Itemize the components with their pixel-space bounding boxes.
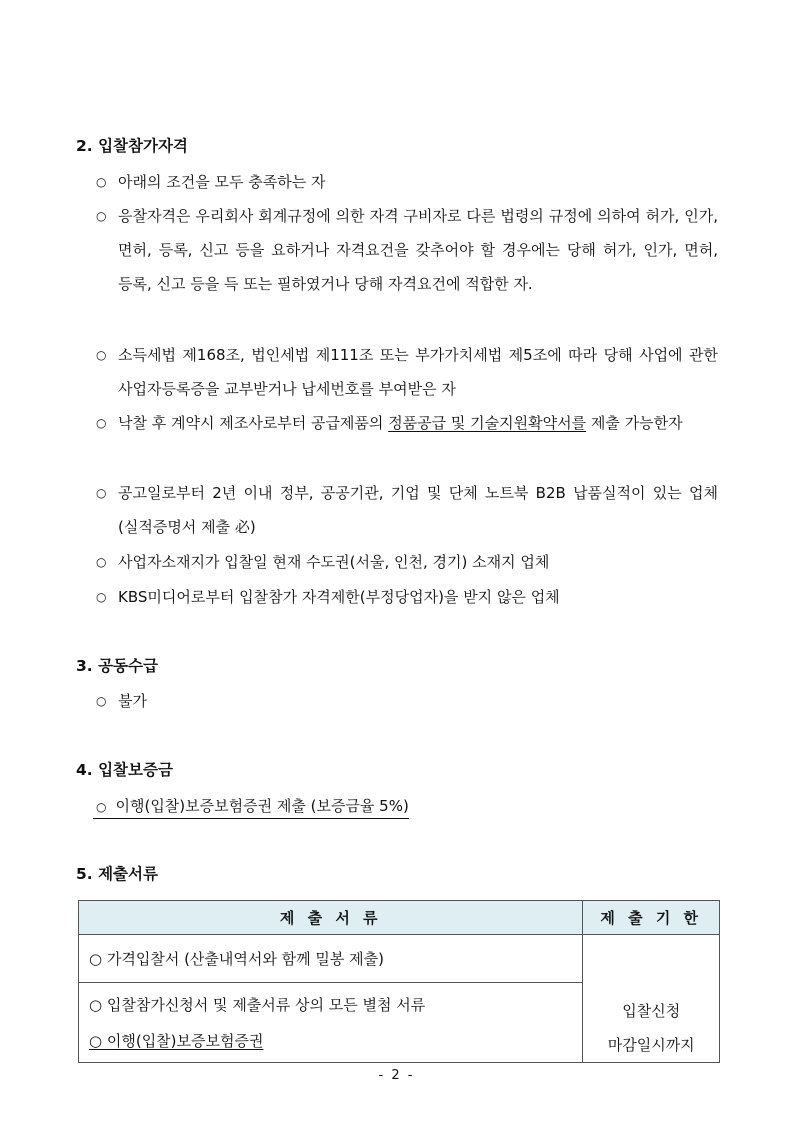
list-item: [93, 796, 409, 819]
bullet-symbol: ○: [96, 486, 107, 500]
deadline-line: 마감일시까지: [607, 1036, 695, 1054]
list-item: [96, 338, 718, 406]
bullet-symbol: ○: [96, 694, 107, 708]
list-item-text: [118, 406, 718, 440]
list-item: [96, 580, 718, 614]
bullet-symbol: ○: [96, 416, 107, 430]
table-row: [79, 935, 720, 983]
table-cell: [79, 983, 583, 1063]
list-item: [96, 545, 718, 579]
bullet-symbol: ○: [96, 175, 107, 189]
list-item-text: 소득세법 제168조, 법인세법 제111조 또는 부가가치세법 제5조에 따라 당해 사업에 관한 사업자등록증을 교부받거나 납세번호를 부여받은 자: [118, 346, 718, 398]
section-heading-eligibility: 2. 입찰참가자격: [76, 137, 188, 155]
column-header-documents: 제 출 서 류: [79, 901, 583, 935]
deadline-line: 입찰신청: [622, 1002, 681, 1020]
bullet-symbol: ○: [96, 348, 107, 362]
list-item-text: 이행(입찰)보증보험증권 제출 (보증금율 5%): [115, 797, 409, 815]
deadline-cell: [583, 935, 720, 1063]
list-item-text: 아래의 조건을 모두 충족하는 자: [118, 173, 326, 191]
list-item-text: 공고일로부터 2년 이내 정부, 공공기관, 기업 및 단체 노트북 B2B 납품실적이 있는 업체 (실적증명서 제출 必): [118, 484, 718, 536]
text-segment: 제출 가능한자: [586, 414, 683, 432]
page-number: - 2 -: [378, 1068, 415, 1083]
documents-table: [78, 900, 720, 1063]
section-heading-documents: 5. 제출서류: [76, 865, 158, 883]
section-heading-joint-supply: 3. 공동수급: [76, 657, 158, 675]
table-cell: [79, 935, 583, 983]
underlined-text: ○ 이행(입찰)보증보험증권: [89, 1031, 264, 1050]
section-heading-bid-bond: 4. 입찰보증금: [76, 761, 173, 779]
list-item-text: KBS미디어로부터 입찰참가 자격제한(부정당업자)을 받지 않은 업체: [118, 588, 560, 606]
underlined-text: 정품공급 및 기술지원확약서를: [388, 414, 587, 432]
list-item: [96, 476, 718, 544]
table-header-row: [79, 901, 720, 935]
list-item: [96, 684, 718, 718]
list-item-text: 사업자소재지가 입찰일 현재 수도권(서울, 인천, 경기) 소재지 업체: [118, 553, 550, 571]
bullet-symbol: ○: [96, 555, 107, 569]
list-item: [96, 199, 718, 301]
column-header-deadline: 제 출 기 한: [583, 901, 720, 935]
bullet-symbol: ○: [96, 209, 107, 223]
bullet-symbol: ○: [96, 590, 107, 604]
list-item-text: 응찰자격은 우리회사 회계규정에 의한 자격 구비자로 다른 법령의 규정에 의하여 허가, 인가, 면허, 등록, 신고 등을 요하거나 자격요건을 갖추어야 할 경우에는 당해 허가, 인가, 면허, 등록, 신고 등을 득 또는 필하였거나 당해 자격요건에 적합한 자.: [118, 207, 718, 293]
cell-text: ○ 가격입찰서 (산출내역서와 함께 밀봉 제출): [89, 949, 384, 968]
list-item-text: 불가: [118, 692, 147, 710]
cell-text-line: [89, 1023, 582, 1059]
text-segment: 낙찰 후 계약시 제조사로부터 공급제품의: [118, 414, 389, 432]
cell-text: ○ 입찰참가신청서 및 제출서류 상의 모든 별첨 서류: [89, 995, 426, 1014]
list-item: [96, 165, 718, 199]
bullet-symbol: ○: [96, 800, 107, 814]
list-item: [96, 406, 718, 440]
